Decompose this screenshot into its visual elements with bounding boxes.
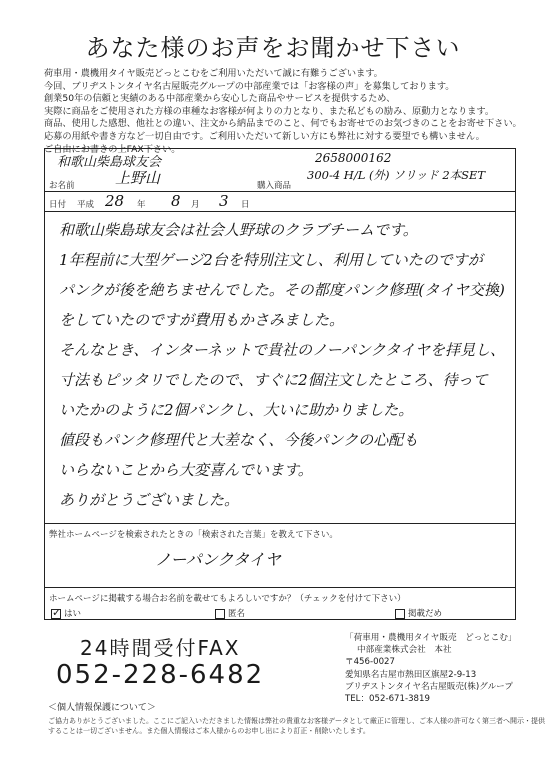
- consent-option-anonymous[interactable]: [215, 607, 245, 619]
- company-line: 愛知県名古屋市熱田区旗屋2-9-13: [345, 669, 477, 680]
- divider: [45, 523, 515, 524]
- checkbox-icon[interactable]: [395, 609, 405, 619]
- message-line: 和歌山柴島球友会は社会人野球のクラブチームです。: [59, 221, 418, 239]
- checkbox-checked-icon[interactable]: ✓: [52, 605, 62, 619]
- message-line: ありがとうございました。: [59, 491, 240, 509]
- company-line: 〒456-0027: [345, 657, 395, 668]
- date-year-value: 28: [105, 192, 125, 210]
- consent-option-label: 匿名: [228, 609, 246, 619]
- message-line: 寸法もピッタリでしたので、すぐに2個注文したところ、待って: [59, 371, 488, 389]
- message-line: をしていたのですが費用もかさみました。: [59, 311, 345, 329]
- company-info: [345, 632, 517, 705]
- product-label: 購入商品: [257, 181, 292, 191]
- company-line: 「荷車用・農機用タイヤ販売 どっとこむ」: [345, 633, 517, 643]
- intro-line: 今回、ブリヂストンタイヤ名古屋販売グループの中部産業では「お客様の声」を募集しております。: [44, 80, 455, 92]
- fax-label: 24時間受付FAX: [80, 636, 241, 660]
- org-value: 和歌山柴島球友会: [57, 155, 162, 170]
- date-year-unit: 年: [137, 200, 146, 210]
- privacy-line: することは一切ございません。また個人情報はご本人様からのお申し出により訂正・削除いたします。: [48, 727, 370, 735]
- date-month-unit: 月: [191, 200, 200, 210]
- consent-option-label: 掲載だめ: [408, 609, 443, 619]
- message-line: いたかのように2個パンクし、大いに助かりました。: [59, 401, 414, 419]
- message-line: 1年程前に大型ゲージ2台を特別注文し、利用していたのですが: [59, 251, 483, 269]
- privacy-line: ご協力ありがとうございました。ここにご記入いただきました情報は弊社の貴重なお客様データとして厳正に管理し、ご本人様の許可なく第三者へ開示・提供: [48, 717, 545, 725]
- intro-line: 商品、使用した感想、他社との違い、注文から納品までのこと、何でもお寄せでのお気づきのことをお寄せ下さい。: [44, 118, 522, 130]
- date-day-value: 3: [219, 192, 229, 210]
- date-month-value: 8: [171, 192, 181, 210]
- message-line: いらないことから大変喜んでいます。: [59, 461, 313, 479]
- company-line: TEL：052-671-3819: [345, 694, 430, 705]
- page-title: あなた様のお声をお聞かせ下さい: [85, 34, 461, 62]
- message-line: そんなとき、インターネットで貴社のノーパンクタイヤを拝見し、: [59, 341, 505, 359]
- name-label: お名前: [49, 181, 75, 191]
- intro-line: 応募の用紙や書き方など一切自由です。ご利用いただいて新しい方にも弊社に対する要望でも構いません。: [44, 130, 485, 142]
- message-line: 値段もパンク修理代と大差なく、今後パンクの心配も: [59, 431, 419, 449]
- consent-question: ホームページに掲載する場合お名前を載せてもよろしいですか？（チェックを付けて下さい）: [49, 594, 406, 604]
- consent-option-yes[interactable]: [51, 607, 81, 619]
- order-number-value: 2658000162: [315, 151, 392, 165]
- consent-option-label: はい: [64, 609, 82, 619]
- product-value: 300-4 H/L (外) ソリッド 2本SET: [307, 168, 486, 182]
- intro-line: 荷車用・農機用タイヤ販売どっとこむをご利用いただいて誠に有難うございます。: [44, 68, 383, 79]
- date-era: 平成: [77, 200, 95, 210]
- company-line: 中部産業株式会社 本社: [357, 645, 452, 656]
- privacy-heading: ＜個人情報保護について＞: [48, 703, 156, 713]
- search-answer: ノーパンクタイヤ: [155, 550, 281, 569]
- name-value: 上野山: [115, 169, 161, 187]
- divider: [45, 211, 515, 212]
- message-line: パンクが後を絶ちませんでした。その都度パンク修理(タイヤ交換): [59, 281, 505, 299]
- company-line: ブリヂストンタイヤ名古屋販売(株)グループ: [345, 681, 513, 692]
- intro-line: ご自由にお書きの上FAX下さい。: [44, 143, 181, 155]
- form-frame: [44, 148, 516, 620]
- intro-line: 実際に商品をご使用された方様の車種なお客様が何よりの力となり、また私どもの励み、原動力となります。: [44, 105, 495, 117]
- checkbox-icon[interactable]: [215, 609, 225, 619]
- date-label: 日付: [49, 200, 67, 210]
- intro-text: [44, 68, 522, 156]
- intro-line: 創業50年の信頼と実績のある中部産業から安心した商品やサービスを提供するため、: [44, 93, 396, 105]
- date-day-unit: 日: [241, 200, 250, 210]
- divider: [45, 587, 515, 588]
- search-question: 弊社ホームページを検索されたときの「検索された言葉」を教えて下さい。: [49, 530, 338, 540]
- consent-option-no[interactable]: [395, 607, 442, 619]
- fax-number: 052-228-6482: [56, 660, 265, 690]
- privacy-text: [48, 716, 545, 736]
